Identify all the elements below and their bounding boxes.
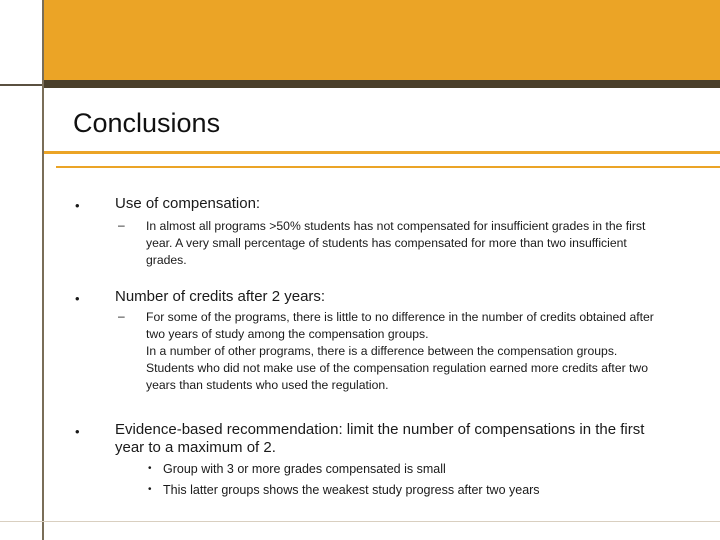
- bullet-label: Use of compensation:: [115, 195, 261, 212]
- header-divider: [44, 80, 720, 88]
- bullet-icon: •: [75, 291, 80, 306]
- title-underline-secondary: [56, 166, 720, 168]
- sub-bullet-icon: •: [148, 463, 152, 474]
- sub-bullet-text: In almost all programs >50% students has not compensated for insufficient grades in the first year. A very small percentage of students has compensated for more than two insufficient grades.: [146, 219, 646, 267]
- title-underline: [44, 151, 720, 154]
- dash-icon: –: [118, 218, 125, 232]
- list-item: Group with 3 or more grades compensated is small: [163, 462, 446, 476]
- bullet-icon: •: [75, 198, 80, 213]
- bullet-label: Number of credits after 2 years:: [115, 288, 326, 305]
- sub-bullet-icon: •: [148, 484, 152, 495]
- left-vertical-rule: [42, 0, 44, 540]
- header-banner: [44, 0, 720, 80]
- sub-bullet-text: In a number of other programs, there is a difference between the compensation groups. Students who did not make use of the compensation regulation earned more credits after two years than students who used the regulation.: [146, 344, 649, 392]
- slide-title: Conclusions: [73, 108, 221, 138]
- bullet-icon: •: [75, 424, 80, 439]
- footer-rule: [0, 521, 720, 522]
- list-item: This latter groups shows the weakest study progress after two years: [163, 483, 540, 497]
- sub-bullet-text: For some of the programs, there is little to no difference in the number of credits obtained after two years of study among the compensation groups.: [146, 310, 654, 341]
- bullet-label: Evidence-based recommendation: limit the number of compensations in the first year to a maximum of 2.: [115, 421, 645, 456]
- dash-icon: –: [118, 309, 125, 323]
- header-left-line: [0, 84, 44, 86]
